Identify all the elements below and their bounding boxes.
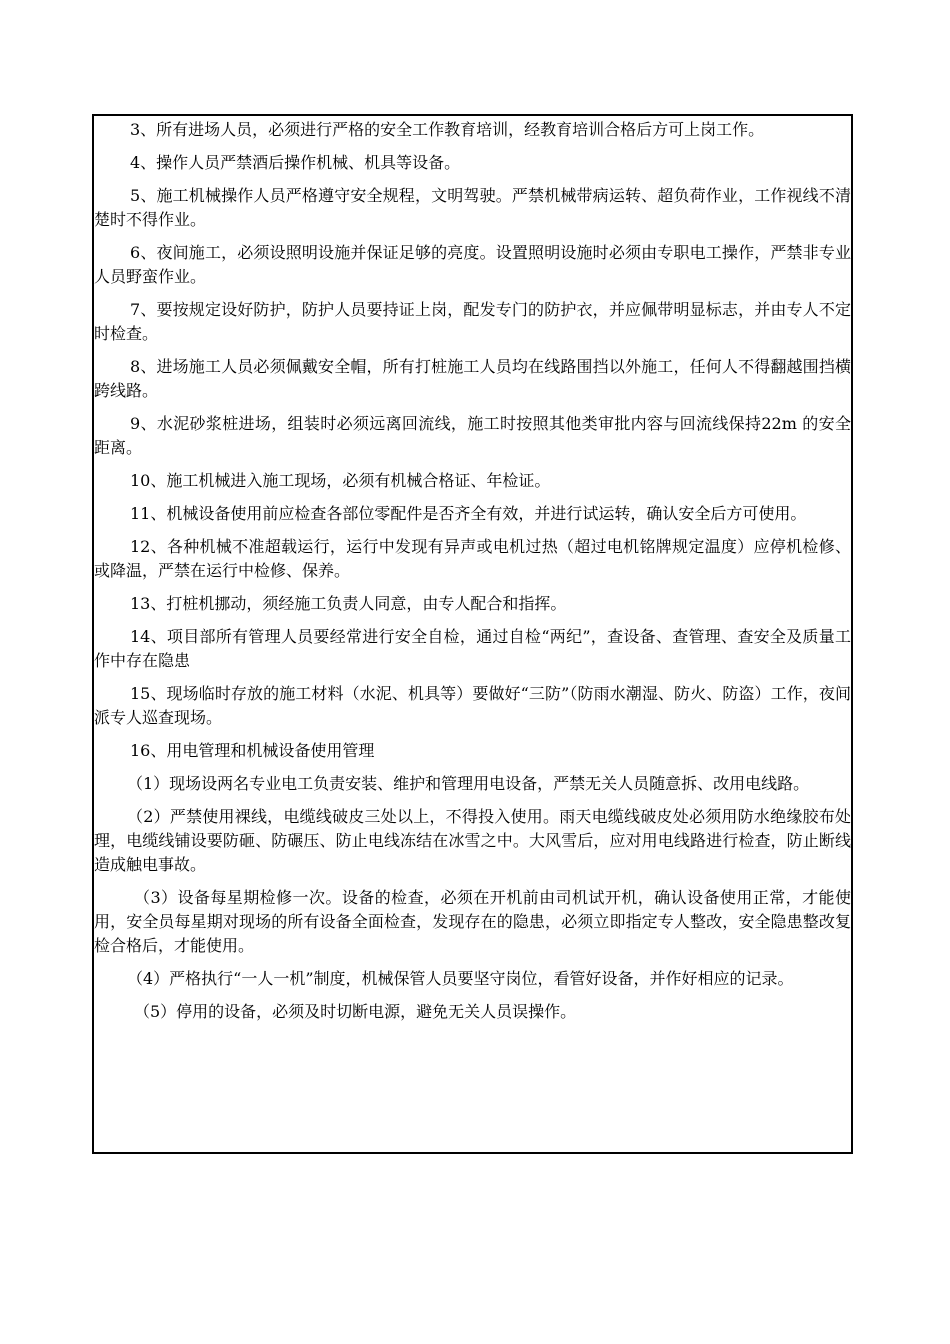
paragraph-item-11: 11、机械设备使用前应检查各部位零配件是否齐全有效，并进行试运转，确认安全后方可使用。 (130, 504, 807, 523)
document-body (94, 118, 851, 1033)
paragraph-item-8: 8、进场施工人员必须佩戴安全帽，所有打桩施工人员均在线路围挡以外施工，任何人不得翻越围挡横跨线路。 (94, 357, 851, 400)
subparagraph-item-1: （1）现场设两名专业电工负责安装、维护和管理用电设备，严禁无关人员随意拆、改用电线路。 (127, 774, 810, 793)
subparagraph-item-5: （5）停用的设备，必须及时切断电源，避免无关人员误操作。 (134, 1002, 577, 1021)
paragraph-item-6: 6、夜间施工，必须设照明设施并保证足够的亮度。设置照明设施时必须由专职电工操作，严禁非专业人员野蛮作业。 (94, 243, 851, 286)
paragraph-item-12: 12、各种机械不准超载运行，运行中发现有异声或电机过热（超过电机铭牌规定温度）应停机检修、或降温，严禁在运行中检修、保养。 (94, 537, 851, 580)
paragraph-item-10: 10、施工机械进入施工现场，必须有机械合格证、年检证。 (130, 471, 551, 490)
paragraph-item-3: 3、所有进场人员，必须进行严格的安全工作教育培训，经教育培训合格后方可上岗工作。 (130, 120, 765, 139)
paragraph-item-13: 13、打桩机挪动，须经施工负责人同意，由专人配合和指挥。 (130, 594, 567, 613)
paragraph-item-7: 7、要按规定设好防护，防护人员要持证上岗，配发专门的防护衣，并应佩带明显标志，并由专人不定时检查。 (94, 300, 851, 343)
paragraph-item-4: 4、操作人员严禁酒后操作机械、机具等设备。 (130, 153, 461, 172)
paragraph-item-9: 9、水泥砂浆桩进场，组装时必须远离回流线，施工时按照其他类审批内容与回流线保持22m 的安全距离。 (94, 414, 851, 457)
subparagraph-item-3: （3）设备每星期检修一次。设备的检查，必须在开机前由司机试开机，确认设备使用正常，才能使用，安全员每星期对现场的所有设备全面检查，发现存在的隐患，必须立即指定专人整改，安全隐患整改复检合格后，才能使用。 (94, 888, 851, 955)
paragraph-item-16: 16、用电管理和机械设备使用管理 (130, 741, 375, 760)
paragraph-item-14: 14、项目部所有管理人员要经常进行安全自检，通过自检“两纪”，查设备、查管理、查安全及质量工作中存在隐患 (94, 627, 851, 670)
document-table-cell (92, 114, 853, 1154)
subparagraph-item-2: （2）严禁使用裸线，电缆线破皮三处以上，不得投入使用。雨天电缆线破皮处必须用防水绝缘胶布处理，电缆线铺设要防砸、防碾压、防止电线冻结在冰雪之中。大风雪后，应对用电线路进行检查，防止断线造成触电事故。 (94, 807, 851, 874)
paragraph-item-15: 15、现场临时存放的施工材料（水泥、机具等）要做好“三防”（防雨水潮湿、防火、防盗）工作，夜间派专人巡查现场。 (94, 684, 851, 727)
subparagraph-item-4: （4）严格执行“一人一机”制度，机械保管人员要坚守岗位，看管好设备，并作好相应的记录。 (127, 969, 794, 988)
paragraph-item-5: 5、施工机械操作人员严格遵守安全规程，文明驾驶。严禁机械带病运转、超负荷作业，工作视线不清楚时不得作业。 (94, 186, 851, 229)
